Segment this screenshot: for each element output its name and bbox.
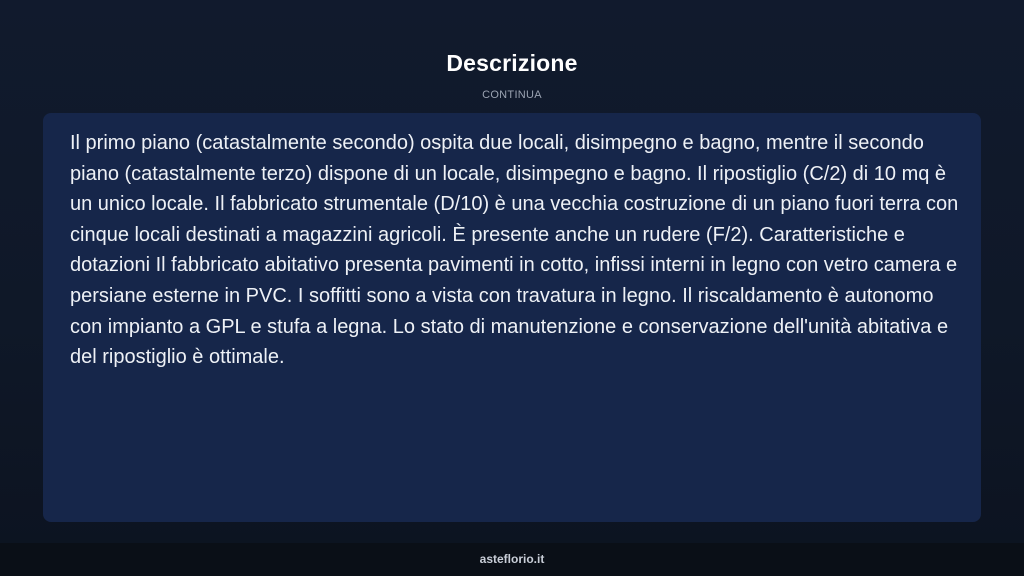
page-subtitle: CONTINUA xyxy=(482,89,542,101)
content-card xyxy=(43,113,981,522)
page-title: Descrizione xyxy=(446,50,578,76)
footer-site-label: asteflorio.it xyxy=(479,552,545,566)
footer-bar xyxy=(0,543,1024,576)
description-text: Il primo piano (catastalmente secondo) ospita due locali, disimpegno e bagno, mentre il secondo piano (catastalmente terzo) dispone di un locale, disimpegno e bagno. Il ripostiglio (C/2) di 10 mq è un unico locale. Il fabbricato strumentale (D/10) è una vecchia costruzione di un piano fuori terra con cinque locali destinati a magazzini agricoli. È presente anche un rudere (F/2). Caratteristiche e dotazioni Il fabbricato abitativo presenta pavimenti in cotto, infissi interni in legno con vetro camera e persiane esterne in PVC. I soffitti sono a vista con travatura in legno. Il riscaldamento è autonomo con impianto a GPL e stufa a legna. Lo stato di manutenzione e conservazione dell'unità abitativa e del ripostiglio è ottimale. xyxy=(70,132,959,369)
